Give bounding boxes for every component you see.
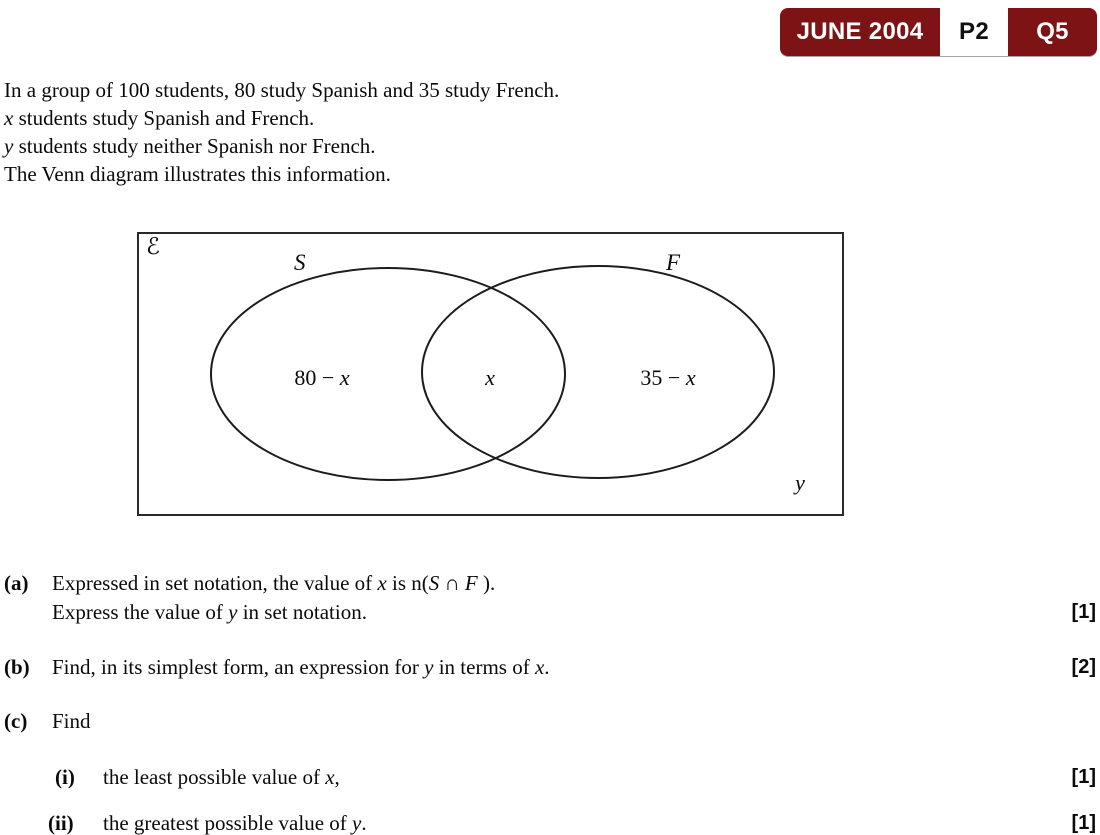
part-c-line — [0, 707, 1100, 735]
part-c-ii-text: the greatest possible value of y. — [103, 811, 367, 835]
intro-line-4: The Venn diagram illustrates this information. — [4, 162, 391, 186]
part-c-text: Find — [52, 709, 91, 733]
part-b-line — [0, 653, 1100, 681]
part-b-label: (b) — [4, 655, 30, 679]
intro-line-1: In a group of 100 students, 80 study Spanish and 35 study French. — [4, 78, 560, 102]
part-c-ii-line — [0, 809, 1100, 835]
question-header-badge — [780, 8, 1097, 56]
problem-statement — [4, 76, 559, 188]
part-b-text: Find, in its simplest form, an expression for y in terms of x. — [52, 655, 550, 679]
region-f-only-label — [640, 365, 695, 391]
universal-set-symbol: ℰ — [146, 234, 160, 260]
part-c-i-line — [0, 763, 1100, 791]
part-a-line-1 — [0, 569, 1100, 597]
region-s-only-label — [294, 365, 349, 391]
region-s-only-variable: x — [339, 365, 350, 390]
region-intersection-label: x — [485, 365, 495, 390]
region-outside-label: y — [795, 470, 805, 495]
region-f-only-variable: x — [685, 365, 696, 390]
part-c-i-label: (i) — [55, 765, 75, 789]
part-c-i-mark: [1] — [1071, 766, 1096, 788]
region-s-only-prefix: 80 − — [294, 365, 340, 390]
intro-line-2: x students study Spanish and French. — [4, 106, 315, 130]
badge-paper-label: P2 — [940, 8, 1008, 56]
set-f-ellipse — [422, 266, 774, 478]
part-c-ii-mark: [1] — [1071, 812, 1096, 834]
part-a-mark: [1] — [1071, 601, 1096, 623]
set-s-label: S — [294, 250, 306, 275]
part-c-i-text: the least possible value of x, — [103, 765, 340, 789]
badge-session-label: JUNE 2004 — [796, 18, 924, 45]
part-a-text-2: Express the value of y in set notation. — [52, 600, 367, 624]
part-a-label: (a) — [4, 571, 29, 595]
set-s-ellipse — [211, 268, 565, 480]
part-c-ii-label: (ii) — [48, 811, 74, 835]
set-f-label: F — [666, 250, 681, 275]
intro-line-3: y students study neither Spanish nor French. — [4, 134, 376, 158]
badge-question-number: Q5 — [1036, 18, 1069, 45]
part-c-label: (c) — [4, 709, 28, 733]
region-f-only-prefix: 35 − — [640, 365, 686, 390]
part-b-mark: [2] — [1071, 656, 1096, 678]
part-a-text-1: Expressed in set notation, the value of x is n(S ∩ F ). — [52, 571, 496, 595]
part-a-line-2 — [0, 598, 1100, 626]
venn-diagram — [137, 232, 844, 516]
